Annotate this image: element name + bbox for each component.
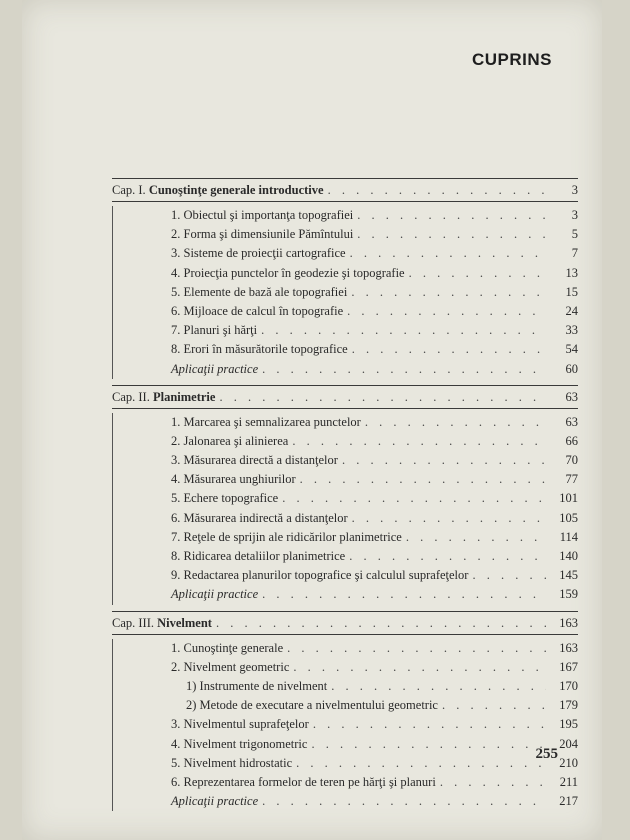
leader-dots: [313, 715, 546, 734]
toc-entry: [112, 715, 578, 734]
entry-label: 6. Mijloace de calcul în topografie: [171, 303, 344, 318]
entry-label: 1. Cunoştinţe generale: [171, 640, 284, 655]
entry-label: 1. Obiectul şi importanţa topografiei: [171, 208, 354, 222]
chapter-row: [112, 386, 578, 408]
chapter-number: Cap. III.: [112, 615, 154, 630]
toc-subentry: [112, 696, 578, 715]
chapter-row: [112, 179, 578, 201]
toc-entry: [112, 432, 578, 451]
page-number: 179: [559, 698, 578, 713]
page-number: 170: [559, 678, 578, 693]
toc-entry: [112, 264, 578, 283]
entry-label: 1. Marcarea şi semnalizarea punctelor: [171, 414, 361, 429]
page-number: 54: [565, 342, 578, 357]
entry-label: 3. Măsurarea directă a distanţelor: [171, 453, 338, 468]
leader-dots: [406, 528, 546, 547]
entry-label: 4. Nivelment trigonometric: [171, 736, 308, 751]
leader-dots: [409, 264, 546, 283]
leader-dots: [262, 792, 546, 811]
entry-label: 7. Reţele de sprijin ale ridicărilor planimetrice: [171, 529, 402, 544]
page-number: 167: [559, 659, 578, 674]
toc-entry: [112, 773, 578, 792]
entry-label: 2. Jalonarea şi alinierea: [171, 433, 289, 448]
applications-entry: [112, 360, 578, 379]
page-number: 211: [559, 774, 578, 789]
toc-entry: [112, 470, 578, 489]
entry-label: 4. Măsurarea unghiurilor: [171, 472, 296, 487]
chapter-title: Cunoştinţe generale introductive: [148, 183, 324, 197]
entry-label: Aplicaţii practice: [171, 361, 259, 376]
leader-dots: [357, 206, 546, 225]
page-number: 217: [559, 794, 578, 809]
toc-entry: [112, 206, 578, 225]
applications-entry: [112, 585, 578, 604]
page-number: 3: [571, 208, 578, 222]
toc-entry: [112, 413, 578, 432]
page-number: 204: [559, 736, 578, 751]
toc-entry: [112, 302, 578, 321]
entry-label: 4. Proiecţia punctelor în geodezie şi topografie: [171, 265, 405, 280]
toc-entry: [112, 547, 578, 566]
leader-dots: [472, 566, 546, 585]
page-number: 66: [565, 433, 578, 448]
leader-dots: [287, 639, 546, 658]
toc-entry: [112, 451, 578, 470]
page-number: 114: [559, 529, 578, 544]
leader-dots: [261, 321, 546, 340]
page-number: 163: [559, 615, 578, 630]
folio-page-number: 255: [535, 746, 558, 762]
leader-dots: [365, 413, 546, 432]
page-number: 140: [559, 549, 578, 563]
leader-dots: [282, 489, 546, 508]
leader-dots: [350, 244, 546, 263]
toc-entry: [112, 754, 578, 773]
entry-label: 7. Planuri şi hărţi: [171, 323, 258, 338]
leader-dots: [296, 754, 546, 773]
page-number: 60: [565, 361, 578, 376]
toc-entry: [112, 509, 578, 528]
chapter-row: [112, 612, 578, 634]
leader-dots: [311, 735, 546, 754]
leader-dots: [351, 283, 546, 302]
chapter-number: Cap. II.: [112, 389, 150, 404]
toc-entry: [112, 489, 578, 508]
book-page: [22, 0, 602, 840]
toc-entry: [112, 340, 578, 359]
leader-dots: [442, 696, 546, 715]
leader-dots: [219, 386, 546, 408]
leader-dots: [347, 302, 546, 321]
page-number: 70: [565, 453, 578, 468]
entry-label: 5. Echere topografice: [171, 491, 279, 506]
leader-dots: [292, 432, 546, 451]
entry-label: 3. Nivelmentul suprafeţelor: [171, 717, 309, 732]
page-number: 24: [565, 303, 578, 318]
page-number: 5: [571, 227, 578, 242]
chapter-title: Planimetrie: [152, 389, 216, 404]
leader-dots: [349, 547, 546, 566]
leader-dots: [216, 612, 546, 634]
leader-dots: [342, 451, 546, 470]
entry-label: 9. Redactarea planurilor topografice şi calculul suprafeţelor: [171, 568, 469, 583]
page-number: 15: [565, 284, 578, 299]
entry-label: Aplicaţii practice: [171, 587, 259, 602]
page-title: CUPRINS: [471, 50, 552, 69]
leader-dots: [352, 340, 546, 359]
page-number: 63: [565, 414, 578, 429]
page-number: 77: [565, 472, 578, 487]
page-number: 105: [559, 510, 578, 525]
toc-entry: [112, 244, 578, 263]
page-number: 210: [559, 755, 578, 770]
page-number: 159: [559, 587, 578, 602]
toc-entry: [112, 528, 578, 547]
chapter-title: Nivelment: [157, 615, 212, 630]
entry-label: 1) Instrumente de nivelment: [186, 678, 328, 693]
page-number: 33: [565, 323, 578, 338]
leader-dots: [331, 677, 546, 696]
entry-label: 3. Sisteme de proiecţii cartografice: [171, 246, 346, 261]
page-number: 163: [559, 640, 578, 655]
leader-dots: [440, 773, 546, 792]
leader-dots: [293, 658, 546, 677]
entry-label: 2. Nivelment geometric: [171, 659, 290, 674]
toc-entry: [112, 658, 578, 677]
chapter-number: Cap. I.: [112, 183, 146, 197]
page-number: 3: [571, 183, 578, 197]
toc-entry: [112, 225, 578, 244]
toc-entry: [112, 321, 578, 340]
table-of-contents: [112, 178, 578, 811]
toc-entry: [112, 566, 578, 585]
toc-subentry: [112, 677, 578, 696]
entry-label: 5. Nivelment hidrostatic: [171, 755, 293, 770]
applications-entry: [112, 792, 578, 811]
toc-entry: [112, 283, 578, 302]
entry-label: 2. Forma şi dimensiunile Pămîntului: [171, 227, 354, 242]
entry-label: 2) Metode de executare a nivelmentului geometric: [186, 698, 438, 713]
leader-dots: [352, 509, 546, 528]
page-number: 145: [559, 568, 578, 583]
page-number: 195: [559, 717, 578, 732]
entry-label: 8. Erori în măsurătorile topografice: [171, 342, 348, 357]
page-number: 13: [565, 265, 578, 280]
page-number: 101: [559, 491, 578, 506]
page-number: 7: [571, 246, 578, 261]
entry-label: 8. Ridicarea detaliilor planimetrice: [171, 549, 346, 563]
entry-label: Aplicaţii practice: [171, 794, 259, 809]
page-number: 63: [565, 389, 578, 404]
leader-dots: [262, 360, 546, 379]
toc-entry: [112, 735, 578, 754]
leader-dots: [262, 585, 546, 604]
entry-label: 6. Reprezentarea formelor de teren pe hărţi şi planuri: [171, 774, 436, 789]
leader-dots: [328, 179, 546, 201]
entry-label: 5. Elemente de bază ale topografiei: [171, 284, 348, 299]
toc-entry: [112, 639, 578, 658]
leader-dots: [357, 225, 546, 244]
entry-label: 6. Măsurarea indirectă a distanţelor: [171, 510, 348, 525]
leader-dots: [300, 470, 546, 489]
